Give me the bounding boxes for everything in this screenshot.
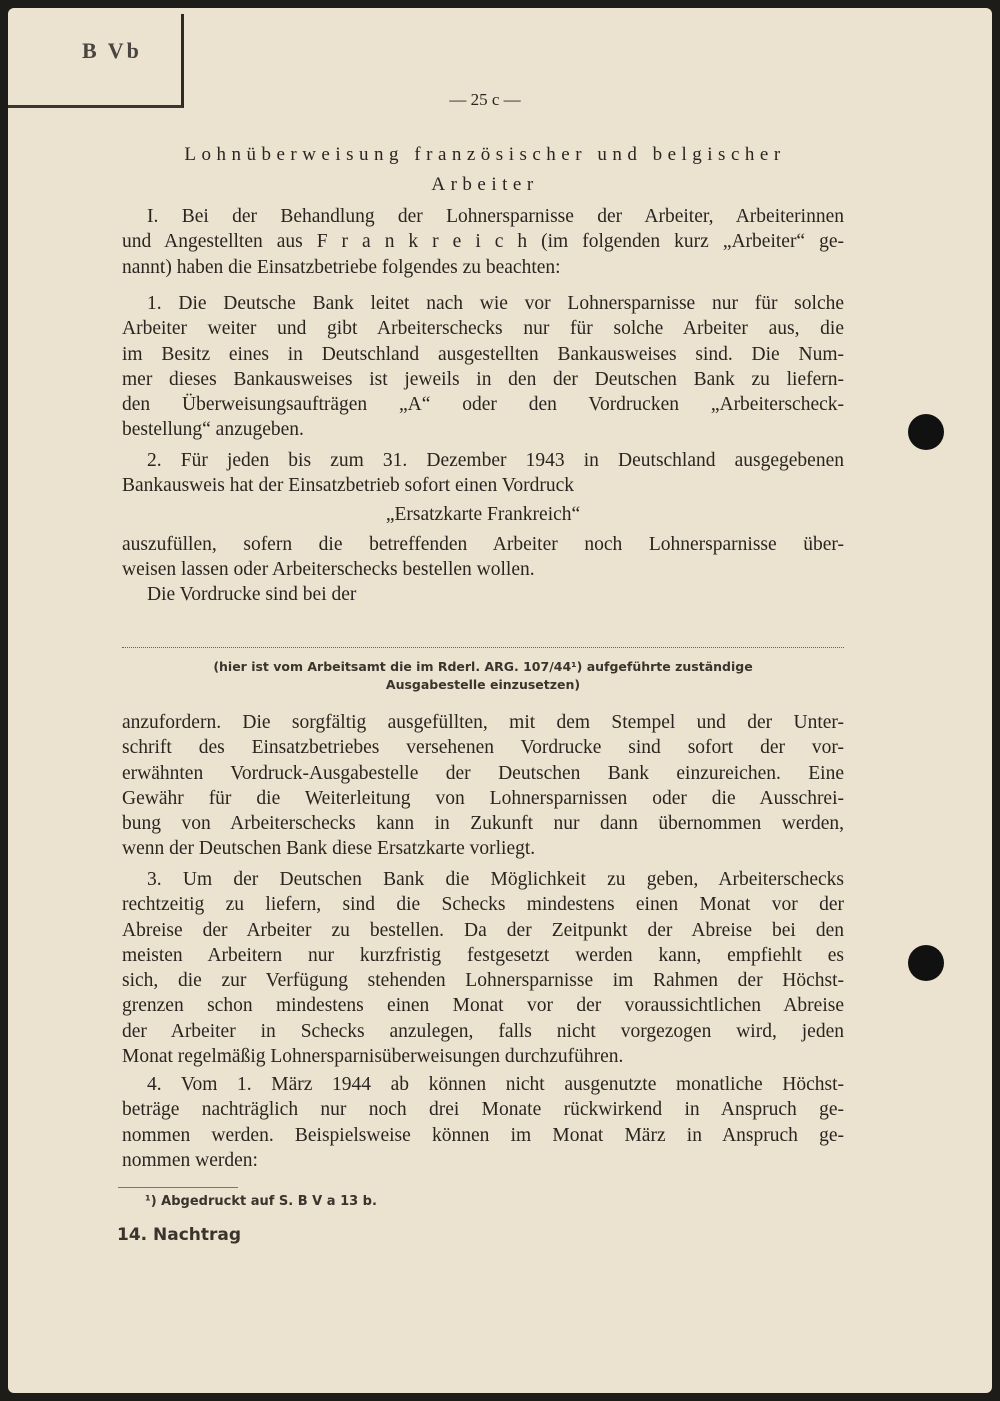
note-line: (hier ist vom Arbeitsamt die im Rderl. ARG. 107/44¹) aufgeführte zuständige [213,659,753,674]
text-line: und Angestellten aus F r a n k r e i c h (im folgenden kurz „Arbeiter“ ge- [122,231,844,253]
text-line: erwähnten Vordruck-Ausgabestelle der Deutschen Bank einzureichen. Eine [122,762,844,784]
text-line: Abreise der Arbeiter zu bestellen. Da der Zeitpunkt der Abreise bei den [122,919,844,941]
fill-instruction [122,658,844,694]
text-line: 2. Für jeden bis zum 31. Dezember 1943 in Deutschland ausgegebenen [147,450,844,471]
text-line: rechtzeitig zu liefern, sind die Schecks mindestens einen Monat vor der [122,894,844,916]
text-line: weisen lassen oder Arbeiterschecks bestellen wollen. [122,559,535,581]
text-line: nommen werden. Beispielsweise können im Monat März in Anspruch ge- [122,1124,844,1146]
page-number: — 25 c — [449,90,521,109]
text-line: nannt) haben die Einsatzbetriebe folgendes zu beachten: [122,256,561,278]
text-line: Die Vordrucke sind bei der [147,584,357,606]
text-line: grenzen schon mindestens einen Monat vor der voraussichtlichen Abreise [122,995,844,1017]
dotted-fill-line [122,647,844,648]
punch-hole [908,414,944,450]
paragraph-1 [122,291,844,443]
text-line: wenn der Deutschen Bank diese Ersatzkarte vorliegt. [122,838,536,860]
text-line: im Besitz eines in Deutschland ausgestellten Bankausweises sind. Die Num- [122,343,844,365]
text-line: „Ersatzkarte Frankreich“ [385,503,581,525]
paragraph-4 [122,1072,844,1173]
text-line: bung von Arbeiterschecks kann in Zukunft nur dann übernommen werden, [122,813,844,835]
text-line: schrift des Einsatzbetriebes versehenen Vordrucke sind sofort der vor- [122,737,844,759]
text-line: beträge nachträglich nur noch drei Monate rückwirkend in Anspruch ge- [122,1099,844,1121]
note-line: Ausgabestelle einzusetzen) [385,677,581,692]
text-line: nommen werden: [122,1149,258,1171]
section-label: B Vb [82,38,142,63]
paragraph-2-continued [122,710,844,862]
paragraph-intro [122,204,844,280]
text-line: sich, die zur Verfügung stehenden Lohnersparnisse im Rahmen der Höchst- [122,970,844,992]
text-line: 4. Vom 1. März 1944 ab können nicht ausgenutzte monatliche Höchst- [147,1074,844,1095]
text-line: I. Bei der Behandlung der Lohnersparnisse der Arbeiter, Arbeiterinnen [147,206,844,227]
paragraph-3 [122,867,844,1069]
paragraph-2 [122,448,844,608]
text-line: 1. Die Deutsche Bank leitet nach wie vor Lohnersparnisse nur für solche [147,293,844,314]
text-line: auszufüllen, sofern die betreffenden Arbeiter noch Lohnersparnisse über- [122,533,844,555]
supplement-label: 14. Nachtrag [117,1225,242,1245]
text-line: meisten Arbeitern nur kurzfristig festgesetzt werden kann, empfiehlt es [122,944,844,966]
text-line: bestellung“ anzugeben. [122,419,304,441]
text-line: Monat regelmäßig Lohnersparnisüberweisungen durchzuführen. [122,1046,624,1068]
footnote-rule [118,1187,238,1188]
text-line: 3. Um der Deutschen Bank die Möglichkeit zu geben, Arbeiterschecks [147,869,844,890]
text-line: den Überweisungsaufträgen „A“ oder den Vordrucken „Arbeiterscheck- [122,394,844,416]
text-line: mer dieses Bankausweises ist jeweils in den der Deutschen Bank zu liefern- [122,368,844,390]
text-line: Bankausweis hat der Einsatzbetrieb sofort einen Vordruck [122,475,574,497]
punch-hole [908,945,944,981]
document-title [120,140,850,200]
title-line: Lohnüberweisung französischer und belgischer [184,144,786,165]
text-line: anzufordern. Die sorgfältig ausgefüllten, mit dem Stempel und der Unter- [122,712,844,733]
text-line: Arbeiter weiter und gibt Arbeiterschecks nur für solche Arbeiter aus, die [122,318,844,340]
footnote: ¹) Abgedruckt auf S. B V a 13 b. [145,1194,377,1209]
title-line: Arbeiter [431,174,539,195]
text-line: Gewähr für die Weiterleitung von Lohnersparnissen oder die Ausschrei- [122,787,844,809]
text-line: der Arbeiter in Schecks anzulegen, falls nicht vorgezogen wird, jeden [122,1020,844,1042]
